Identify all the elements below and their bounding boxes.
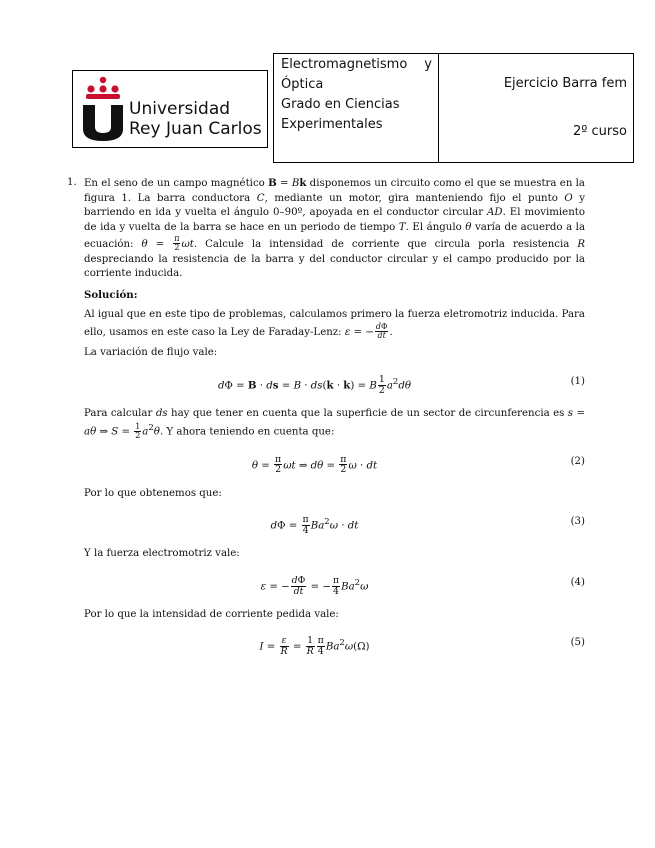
problem-body	[84, 176, 585, 662]
course-y: y	[424, 57, 432, 72]
equation-4-body: ε = − $\frac{d\Phi}{dt}$ = − $\frac{\pi}{4}$ Ba$^2$ω	[260, 574, 369, 597]
problem-number: 1.	[67, 177, 77, 188]
equation-5-number: (5)	[570, 637, 585, 649]
crest-dots	[86, 77, 120, 99]
solution-paragraph-5: Y la fuerza electromotriz vale:	[84, 548, 240, 560]
solution-paragraph-1: Al igual que en este tipo de problemas, calculamos primero la fuerza eletromotriz inducida. Para ello, usamos en este caso la Ley de Faraday-Lenz: ε = − $\frac{d\Phi}{dt}$ .	[84, 309, 585, 341]
solution-heading: Solución:	[84, 288, 138, 301]
equation-2	[84, 447, 585, 481]
equation-3-number: (3)	[570, 516, 585, 528]
solution-paragraph-6: Por lo que la intensidad de corriente pedida vale:	[84, 608, 339, 620]
equation-3-body: dΦ = $\frac{\pi}{4}$ $Ba^2\omega$ · dt	[270, 514, 359, 536]
u-letter-shape	[83, 105, 123, 141]
equation-3	[84, 507, 585, 541]
solution-paragraph-3: Para calcular ds hay que tener en cuenta que la superficie de un sector de circunferencia es s = aθ ⇒ S = $\frac{1}{2}$ $a^2\theta$. Y ahora teniendo en cuenta que:	[84, 407, 586, 441]
equation-4	[84, 568, 585, 602]
course-line1	[281, 55, 432, 75]
course-cell	[274, 54, 439, 162]
university-name-line1: Universidad	[129, 99, 231, 119]
equation-5-body: I = $\frac{\varepsilon}{R}$ = $\frac{1}{R}$ $\frac{\pi}{4}$ Ba$^2$ω(Ω)	[259, 635, 370, 657]
solution-paragraph-4: Por lo que obtenemos que:	[84, 487, 222, 499]
exercise-title: Ejercicio Barra fem	[503, 76, 627, 91]
degree-line1: Grado en Ciencias	[281, 97, 400, 112]
degree-line2: Experimentales	[281, 117, 383, 132]
course-year: 2º curso	[573, 124, 627, 139]
equation-4-number: (4)	[570, 576, 585, 588]
university-name-line2: Rey Juan Carlos	[129, 119, 262, 139]
equation-1	[84, 367, 585, 401]
equation-5	[84, 628, 585, 662]
course-word: Electromagnetismo	[281, 57, 408, 72]
problem-content	[67, 176, 585, 668]
university-name	[129, 99, 262, 139]
equation-1-body: dΦ = B · ds = B · ds(k · k) = B $\frac{1}{2}$ $a^2d\theta$	[218, 373, 411, 396]
university-logo	[72, 70, 268, 148]
problem-statement: En el seno de un campo magnético B = Bk disponemos un circuito como el que se muestra en la figura 1. La barra conductora C, mediante un motor, gira manteniendo fijo el punto O y barriendo en ida y vuelta el ángulo 0–90º, apoyada en el conductor circular AD. El movimiento de ida y vuelta de la barra se hace en un periodo de tiempo T. El ángulo θ varía de acuerdo a la ecuación: θ = $\frac{\pi}{2}$ ωt. Calcule la intensidad de corriente que circula porla resistencia R despreciando la resistencia de la barra y del conductor circular y el campo producido por la corriente inducida.	[84, 177, 586, 280]
urjc-crest-icon	[79, 75, 127, 145]
equation-1-number: (1)	[570, 375, 585, 387]
equation-2-number: (2)	[570, 455, 585, 467]
solution-paragraph-2: La variación de flujo vale:	[84, 347, 218, 359]
course-line2: Óptica	[281, 77, 324, 92]
header-table	[273, 53, 634, 163]
equation-2-body: θ = $\frac{\pi}{2}$ ωt ⇒ dθ = $\frac{\pi}{2}$ ω · dt	[251, 453, 378, 476]
